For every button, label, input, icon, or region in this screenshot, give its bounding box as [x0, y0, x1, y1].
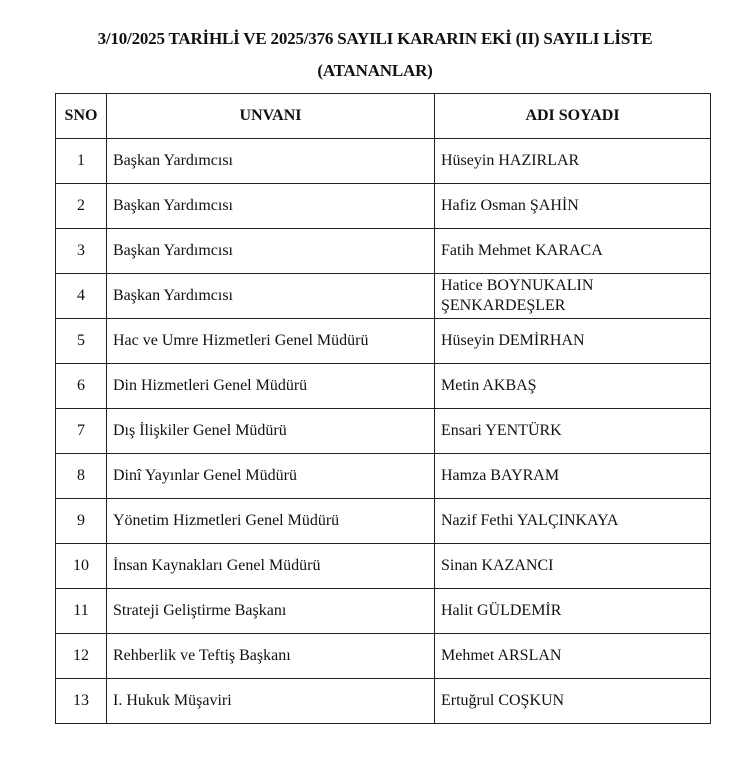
name-cell: Hüseyin DEMİRHAN — [435, 319, 711, 364]
table-row — [56, 589, 711, 634]
sno-cell: 12 — [56, 634, 107, 679]
unvan-cell: Başkan Yardımcısı — [107, 139, 435, 184]
name-cell: Metin AKBAŞ — [435, 364, 711, 409]
appointees-table — [55, 93, 711, 724]
table-row — [56, 364, 711, 409]
table-header-row — [56, 94, 711, 139]
unvan-cell: Başkan Yardımcısı — [107, 274, 435, 319]
name-cell: Hafiz Osman ŞAHİN — [435, 184, 711, 229]
table-row — [56, 319, 711, 364]
unvan-cell: Rehberlik ve Teftiş Başkanı — [107, 634, 435, 679]
sno-cell: 3 — [56, 229, 107, 274]
sno-cell: 6 — [56, 364, 107, 409]
table-row — [56, 229, 711, 274]
name-cell: Fatih Mehmet KARACA — [435, 229, 711, 274]
table-row — [56, 499, 711, 544]
name-cell: Hüseyin HAZIRLAR — [435, 139, 711, 184]
sno-cell: 1 — [56, 139, 107, 184]
sno-cell: 7 — [56, 409, 107, 454]
unvan-cell: Yönetim Hizmetleri Genel Müdürü — [107, 499, 435, 544]
unvan-cell: Başkan Yardımcısı — [107, 184, 435, 229]
unvan-cell: Başkan Yardımcısı — [107, 229, 435, 274]
sno-cell: 5 — [56, 319, 107, 364]
name-cell: Hatice BOYNUKALIN ŞENKARDEŞLER — [435, 274, 711, 319]
unvan-cell: Din Hizmetleri Genel Müdürü — [107, 364, 435, 409]
document-title: 3/10/2025 TARİHLİ VE 2025/376 SAYILI KARARIN EKİ (II) SAYILI LİSTE — [97, 29, 653, 48]
table-row — [56, 274, 711, 319]
sno-cell: 4 — [56, 274, 107, 319]
name-cell: Ertuğrul COŞKUN — [435, 679, 711, 724]
sno-cell: 10 — [56, 544, 107, 589]
unvan-cell: İnsan Kaynakları Genel Müdürü — [107, 544, 435, 589]
name-cell: Mehmet ARSLAN — [435, 634, 711, 679]
name-cell: Hamza BAYRAM — [435, 454, 711, 499]
unvan-cell: Strateji Geliştirme Başkanı — [107, 589, 435, 634]
unvan-cell: I. Hukuk Müşaviri — [107, 679, 435, 724]
table-row — [56, 184, 711, 229]
name-cell: Sinan KAZANCI — [435, 544, 711, 589]
table-row — [56, 409, 711, 454]
name-cell: Nazif Fethi YALÇINKAYA — [435, 499, 711, 544]
sno-cell: 9 — [56, 499, 107, 544]
sno-cell: 13 — [56, 679, 107, 724]
sno-cell: 2 — [56, 184, 107, 229]
header-sno: SNO — [56, 94, 107, 139]
unvan-cell: Dinî Yayınlar Genel Müdürü — [107, 454, 435, 499]
unvan-cell: Hac ve Umre Hizmetleri Genel Müdürü — [107, 319, 435, 364]
table-row — [56, 454, 711, 499]
sno-cell: 8 — [56, 454, 107, 499]
unvan-cell: Dış İlişkiler Genel Müdürü — [107, 409, 435, 454]
sno-cell: 11 — [56, 589, 107, 634]
document-subtitle: (ATANANLAR) — [317, 61, 433, 80]
table-body — [56, 139, 711, 724]
header-unvani: UNVANI — [107, 94, 435, 139]
table-row — [56, 679, 711, 724]
header-adi-soyadi: ADI SOYADI — [435, 94, 711, 139]
name-cell: Halit GÜLDEMİR — [435, 589, 711, 634]
table-row — [56, 634, 711, 679]
table-row — [56, 544, 711, 589]
name-cell: Ensari YENTÜRK — [435, 409, 711, 454]
table-row — [56, 139, 711, 184]
